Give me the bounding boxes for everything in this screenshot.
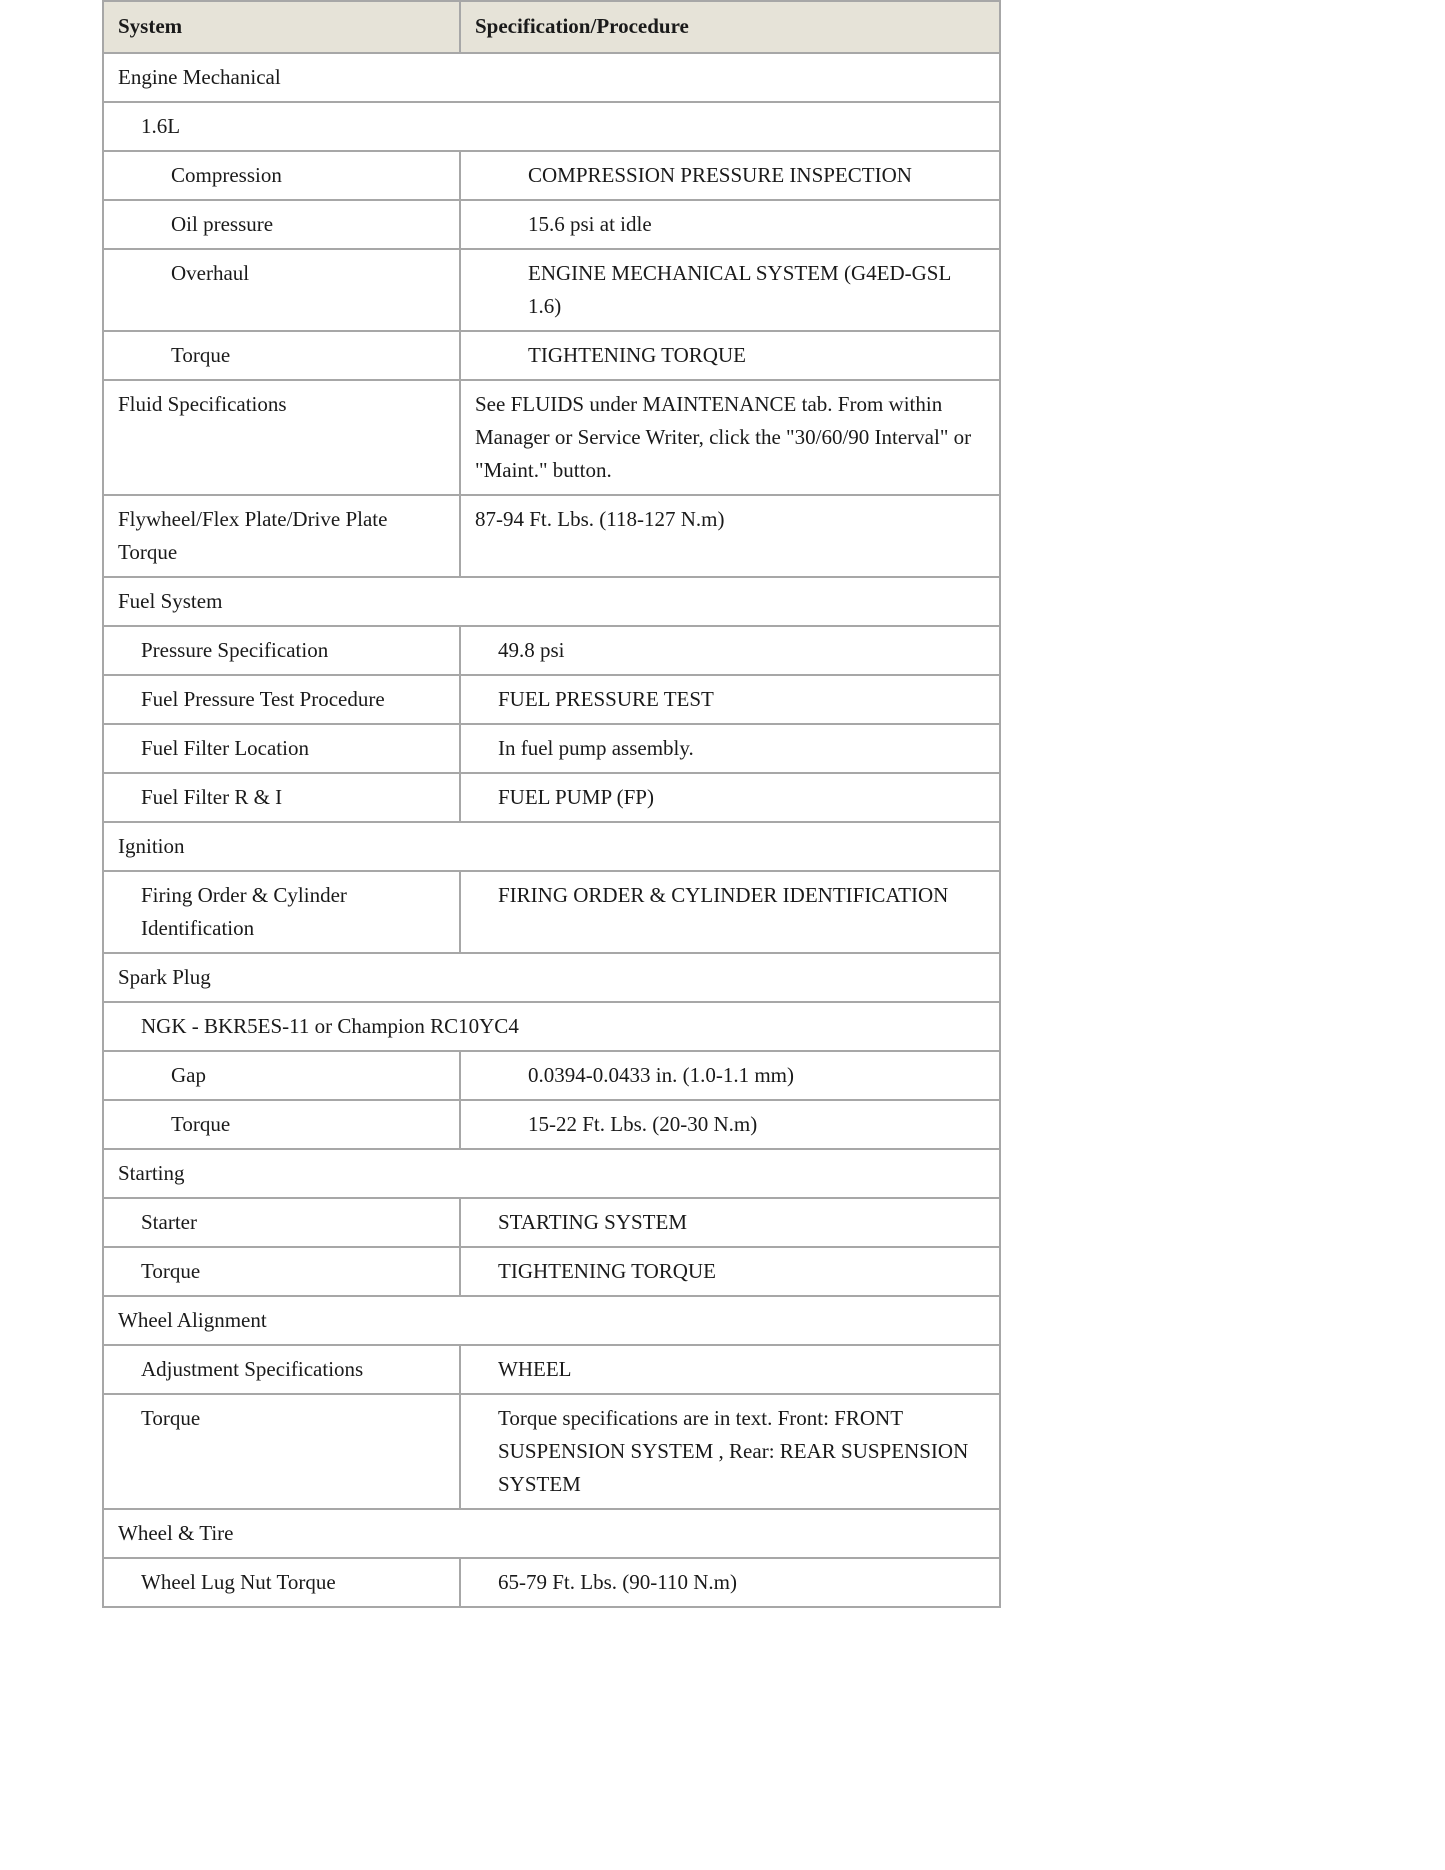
row-label: Starter bbox=[103, 1198, 460, 1247]
specifications-table bbox=[102, 0, 1001, 1608]
row-value: 49.8 psi bbox=[460, 626, 1000, 675]
section-row bbox=[103, 1002, 1000, 1051]
header-specification: Specification/Procedure bbox=[460, 1, 1000, 53]
section-label: 1.6L bbox=[103, 102, 1000, 151]
table-row bbox=[103, 1198, 1000, 1247]
row-value: TIGHTENING TORQUE bbox=[460, 1247, 1000, 1296]
table-row bbox=[103, 1345, 1000, 1394]
row-value: FUEL PRESSURE TEST bbox=[460, 675, 1000, 724]
row-label: Compression bbox=[103, 151, 460, 200]
table-row bbox=[103, 724, 1000, 773]
table-row bbox=[103, 249, 1000, 331]
section-row bbox=[103, 102, 1000, 151]
section-row bbox=[103, 1296, 1000, 1345]
row-label: Oil pressure bbox=[103, 200, 460, 249]
row-value: FUEL PUMP (FP) bbox=[460, 773, 1000, 822]
section-label: Wheel & Tire bbox=[103, 1509, 1000, 1558]
row-label: Fuel Filter R & I bbox=[103, 773, 460, 822]
table-row bbox=[103, 1247, 1000, 1296]
row-value: COMPRESSION PRESSURE INSPECTION bbox=[460, 151, 1000, 200]
row-value: 15.6 psi at idle bbox=[460, 200, 1000, 249]
section-label: Starting bbox=[103, 1149, 1000, 1198]
row-value: Torque specifications are in text. Front: FRONT SUSPENSION SYSTEM , Rear: REAR SUSPENSION SYSTEM bbox=[460, 1394, 1000, 1509]
row-value: STARTING SYSTEM bbox=[460, 1198, 1000, 1247]
table-row bbox=[103, 871, 1000, 953]
table-header-row bbox=[103, 1, 1000, 53]
row-value: TIGHTENING TORQUE bbox=[460, 331, 1000, 380]
section-label: NGK - BKR5ES-11 or Champion RC10YC4 bbox=[103, 1002, 1000, 1051]
row-value: ENGINE MECHANICAL SYSTEM (G4ED-GSL 1.6) bbox=[460, 249, 1000, 331]
row-label: Firing Order & Cylinder Identification bbox=[103, 871, 460, 953]
table-row bbox=[103, 495, 1000, 577]
row-label: Torque bbox=[103, 1100, 460, 1149]
section-label: Engine Mechanical bbox=[103, 53, 1000, 102]
section-row bbox=[103, 577, 1000, 626]
row-label: Adjustment Specifications bbox=[103, 1345, 460, 1394]
section-row bbox=[103, 822, 1000, 871]
row-value: See FLUIDS under MAINTENANCE tab. From within Manager or Service Writer, click the "30/60/90 Interval" or "Maint." button. bbox=[460, 380, 1000, 495]
row-value: WHEEL bbox=[460, 1345, 1000, 1394]
row-label: Fuel Pressure Test Procedure bbox=[103, 675, 460, 724]
table-row bbox=[103, 675, 1000, 724]
section-row bbox=[103, 53, 1000, 102]
section-label: Wheel Alignment bbox=[103, 1296, 1000, 1345]
row-value: 65-79 Ft. Lbs. (90-110 N.m) bbox=[460, 1558, 1000, 1607]
section-row bbox=[103, 1509, 1000, 1558]
row-label: Wheel Lug Nut Torque bbox=[103, 1558, 460, 1607]
row-value: 87-94 Ft. Lbs. (118-127 N.m) bbox=[460, 495, 1000, 577]
section-label: Spark Plug bbox=[103, 953, 1000, 1002]
section-row bbox=[103, 1149, 1000, 1198]
row-label: Flywheel/Flex Plate/Drive Plate Torque bbox=[103, 495, 460, 577]
table-row bbox=[103, 773, 1000, 822]
row-label: Overhaul bbox=[103, 249, 460, 331]
table-body bbox=[103, 53, 1000, 1607]
section-label: Ignition bbox=[103, 822, 1000, 871]
row-label: Torque bbox=[103, 1247, 460, 1296]
row-label: Torque bbox=[103, 331, 460, 380]
row-value: 0.0394-0.0433 in. (1.0-1.1 mm) bbox=[460, 1051, 1000, 1100]
row-label: Torque bbox=[103, 1394, 460, 1509]
row-value: FIRING ORDER & CYLINDER IDENTIFICATION bbox=[460, 871, 1000, 953]
header-system: System bbox=[103, 1, 460, 53]
table-row bbox=[103, 200, 1000, 249]
section-row bbox=[103, 953, 1000, 1002]
table-row bbox=[103, 380, 1000, 495]
table-row bbox=[103, 1051, 1000, 1100]
table-row bbox=[103, 1394, 1000, 1509]
row-value: 15-22 Ft. Lbs. (20-30 N.m) bbox=[460, 1100, 1000, 1149]
row-value: In fuel pump assembly. bbox=[460, 724, 1000, 773]
row-label: Pressure Specification bbox=[103, 626, 460, 675]
table-row bbox=[103, 1558, 1000, 1607]
table-row bbox=[103, 1100, 1000, 1149]
table-row bbox=[103, 331, 1000, 380]
table-row bbox=[103, 626, 1000, 675]
row-label: Fluid Specifications bbox=[103, 380, 460, 495]
table-row bbox=[103, 151, 1000, 200]
section-label: Fuel System bbox=[103, 577, 1000, 626]
row-label: Fuel Filter Location bbox=[103, 724, 460, 773]
row-label: Gap bbox=[103, 1051, 460, 1100]
